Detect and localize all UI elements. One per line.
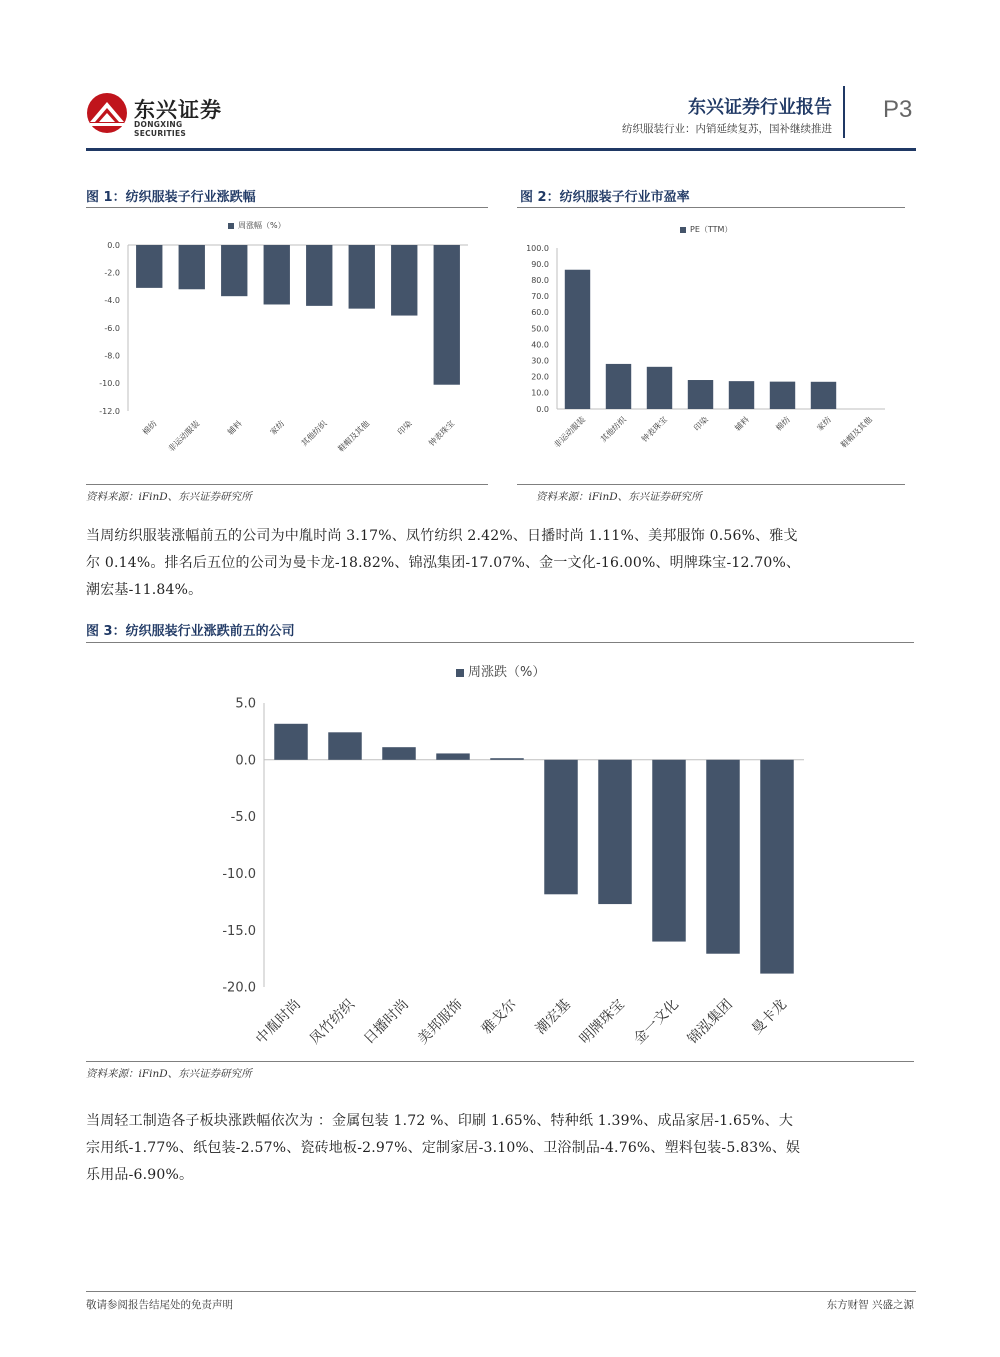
bar (136, 245, 162, 288)
y-tick-label: -20.0 (222, 980, 256, 996)
bar (274, 724, 307, 760)
paragraph2-line1: 当周轻工制造各子板块涨跌幅依次为 ：金属包装 1.72 %、印刷 1.65%、特种纸 1.39%、成品家居-1.65%、大 (86, 1113, 794, 1129)
bar (221, 245, 247, 296)
figure1-chart (86, 210, 488, 480)
bar (328, 732, 361, 759)
x-tick-label: 棉纺 (774, 415, 792, 433)
page-number: P3 (883, 96, 913, 123)
bar (706, 760, 739, 954)
figure3-chart (86, 645, 914, 1055)
bar (434, 245, 460, 385)
paragraph1-line1: 当周纺织服装涨幅前五的公司为中胤时尚 3.17%、凤竹纺织 2.42%、日播时尚 1.11%、美邦服饰 0.56%、雅戈 (86, 528, 798, 544)
bar (606, 364, 631, 409)
y-tick-label: -6.0 (104, 323, 120, 333)
y-tick-label: -4.0 (104, 296, 120, 306)
y-tick-label: 80.0 (531, 276, 549, 285)
y-tick-label: -10.0 (99, 379, 120, 389)
x-tick-label: 非运动服装 (166, 419, 202, 454)
bar (544, 760, 577, 895)
x-tick-label: 日播时尚 (360, 996, 412, 1048)
y-tick-label: 100.0 (526, 243, 549, 253)
x-tick-label: 印染 (692, 415, 710, 433)
bar (770, 382, 795, 409)
footer-rule (86, 1291, 916, 1292)
legend-label: PE（TTM） (690, 225, 733, 234)
x-tick-label: 凤竹纺织 (306, 996, 358, 1048)
figure2-top-rule (517, 207, 905, 208)
figure2-bottom-rule (517, 484, 905, 485)
x-tick-label: 钟表珠宝 (639, 415, 669, 445)
x-tick-label: 潮宏基 (532, 996, 574, 1038)
legend (456, 664, 545, 680)
bar (729, 381, 754, 409)
y-tick-label: -2.0 (104, 268, 120, 278)
bar (382, 747, 415, 760)
y-tick-label: 20.0 (531, 372, 549, 382)
y-tick-label: 30.0 (531, 356, 549, 366)
x-tick-label: 鞋帽及其他 (839, 415, 874, 450)
bar (349, 245, 375, 309)
legend-swatch (228, 223, 234, 229)
figure3-caption: 图 3：纺织服装行业涨跌前五的公司 (86, 624, 295, 639)
figure1-bottom-rule (86, 484, 488, 485)
x-tick-label: 印染 (395, 419, 414, 437)
bar (306, 245, 332, 306)
paragraph1-line3: 潮宏基-11.84%。 (86, 582, 203, 598)
y-tick-label: -8.0 (104, 351, 120, 361)
y-tick-label: 0.0 (536, 404, 549, 414)
company-logo (86, 92, 236, 138)
legend-label: 周涨跌（%） (468, 665, 546, 680)
figure3-bottom-rule (86, 1061, 914, 1062)
report-subtitle: 纺织服装行业：内销延续复苏，国补继续推进 (622, 123, 832, 135)
x-tick-label: 金一文化 (630, 996, 682, 1048)
x-tick-label: 家纺 (268, 419, 287, 437)
bar (264, 245, 290, 304)
y-tick-label: 0.0 (235, 753, 256, 769)
header-rule (86, 148, 916, 151)
legend-swatch (680, 227, 686, 233)
x-tick-label: 钟表珠宝 (427, 419, 457, 449)
bar (490, 758, 523, 760)
bar (436, 753, 469, 759)
figure2-caption: 图 2：纺织服装子行业市盈率 (520, 190, 690, 205)
legend-swatch (456, 669, 464, 677)
figure1-source: 资料来源：iFinD、东兴证券研究所 (86, 491, 252, 503)
bar (647, 367, 672, 409)
figure2-source: 资料来源：iFinD、东兴证券研究所 (536, 491, 702, 503)
footer-disclaimer: 敬请参阅报告结尾处的免责声明 (86, 1299, 233, 1311)
x-tick-label: 曼卡龙 (748, 996, 790, 1038)
y-tick-label: 10.0 (531, 388, 549, 398)
y-tick-label: 5.0 (235, 696, 256, 712)
legend (228, 220, 286, 230)
x-tick-label: 明牌珠宝 (576, 996, 628, 1048)
y-tick-label: -10.0 (222, 866, 256, 882)
x-tick-label: 辅料 (733, 415, 751, 433)
y-tick-label: 60.0 (531, 308, 549, 318)
bar (811, 382, 836, 409)
bar (598, 760, 631, 904)
figure1-top-rule (86, 207, 488, 208)
figure1-caption: 图 1：纺织服装子行业涨跌幅 (86, 190, 256, 205)
legend (680, 225, 732, 234)
brand-name-en: DONGXING SECURITIES (134, 120, 187, 138)
logo-mark-icon (86, 92, 128, 134)
y-tick-label: -5.0 (230, 810, 256, 826)
y-tick-label: 40.0 (531, 340, 549, 350)
y-tick-label: 90.0 (531, 259, 549, 269)
y-tick-label: -12.0 (99, 406, 120, 416)
x-tick-label: 棉纺 (140, 419, 159, 437)
legend-label: 周涨幅（%） (238, 221, 286, 230)
paragraph1-line2: 尔 0.14%。排名后五位的公司为曼卡龙-18.82%、锦泓集团-17.07%、金一文化-16.00%、明牌珠宝-12.70%、 (86, 555, 801, 571)
footer-slogan: 东方财智 兴盛之源 (826, 1299, 914, 1311)
x-tick-label: 中胤时尚 (252, 996, 304, 1048)
x-tick-label: 其他纺织 (299, 419, 329, 449)
figure3-source: 资料来源：iFinD、东兴证券研究所 (86, 1068, 252, 1080)
bar (391, 245, 417, 316)
x-tick-label: 其他纺织 (598, 415, 628, 445)
y-tick-label: 0.0 (107, 240, 120, 250)
report-title: 东兴证券行业报告 (688, 97, 832, 118)
x-tick-label: 鞋帽及其他 (336, 419, 372, 454)
x-tick-label: 家纺 (815, 415, 833, 433)
x-tick-label: 雅戈尔 (478, 996, 520, 1038)
x-tick-label: 美邦服饰 (414, 996, 466, 1048)
header-divider (843, 86, 845, 138)
x-tick-label: 辅料 (225, 419, 244, 437)
y-tick-label: 50.0 (531, 324, 549, 334)
bar (760, 760, 793, 974)
paragraph2-line3: 乐用品-6.90%。 (86, 1167, 194, 1183)
bar (652, 760, 685, 942)
paragraph2-line2: 宗用纸-1.77%、纸包装-2.57%、瓷砖地板-2.97%、定制家居-3.10%、卫浴制品-4.76%、塑料包装-5.83%、娱 (86, 1140, 801, 1156)
y-tick-label: -15.0 (222, 923, 256, 939)
figure2-chart (517, 210, 905, 480)
bar (688, 380, 713, 409)
figure3-top-rule (86, 642, 914, 643)
bar (179, 245, 205, 289)
x-tick-label: 锦泓集团 (684, 996, 736, 1048)
brand-name-cn: 东兴证券 (134, 98, 222, 122)
x-tick-label: 非运动服装 (552, 415, 587, 450)
bar (565, 270, 590, 409)
y-tick-label: 70.0 (531, 292, 549, 302)
